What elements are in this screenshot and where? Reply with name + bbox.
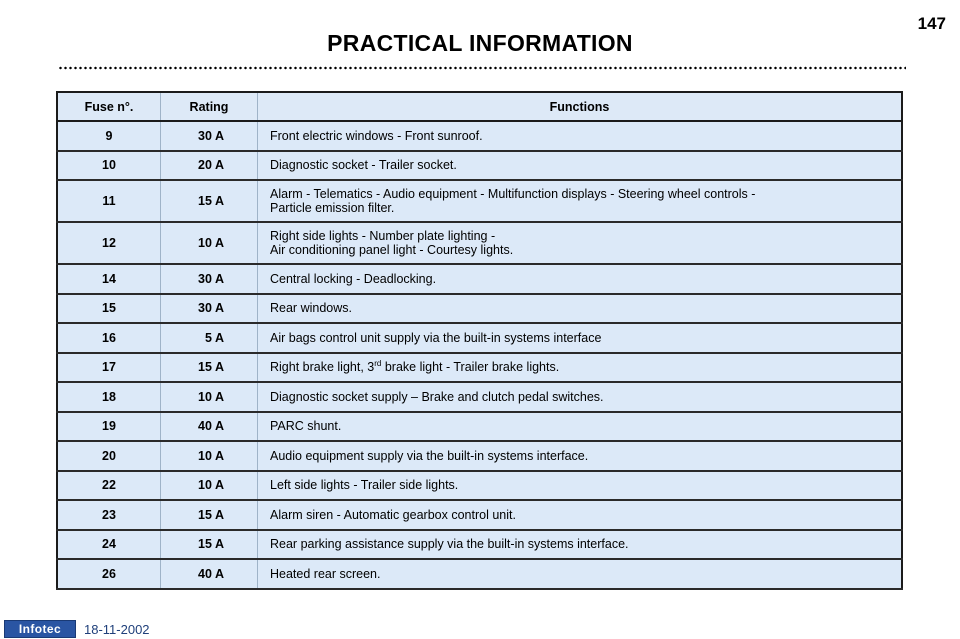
fuse-number: 22 [57,471,161,501]
table-row [57,559,902,589]
fuse-functions: Audio equipment supply via the built-in systems interface. [258,441,903,471]
fuse-functions: Right side lights - Number plate lighting - Air conditioning panel light - Courtesy lights. [258,222,903,264]
fuse-rating: 10 A [161,222,258,264]
fuse-number: 11 [57,180,161,222]
table-row [57,471,902,501]
fuse-number: 9 [57,121,161,151]
fuse-functions: Front electric windows - Front sunroof. [258,121,903,151]
fuse-rating: 15 A [161,530,258,560]
fuse-rating: 40 A [161,559,258,589]
footer [0,619,150,639]
table-row [57,264,902,294]
fuse-functions: Right brake light, 3rd brake light - Trailer brake lights. [258,353,903,383]
table-row [57,180,902,222]
fuse-functions: Left side lights - Trailer side lights. [258,471,903,501]
header-functions: Functions [258,92,903,121]
fuse-number: 10 [57,151,161,181]
fuse-rating: 20 A [161,151,258,181]
fuse-rating: 15 A [161,500,258,530]
fuse-number: 20 [57,441,161,471]
fuse-number: 23 [57,500,161,530]
table-row [57,500,902,530]
fuse-functions: Rear parking assistance supply via the built-in systems interface. [258,530,903,560]
fuse-number: 19 [57,412,161,442]
infotec-logo: Infotec [4,620,76,638]
fuse-number: 14 [57,264,161,294]
fuse-table [56,91,903,590]
dotted-divider [58,66,906,70]
fuse-number: 26 [57,559,161,589]
fuse-rating: 30 A [161,294,258,324]
fuse-rating: 10 A [161,471,258,501]
fuse-functions: Diagnostic socket supply – Brake and clutch pedal switches. [258,382,903,412]
page-number: 147 [917,14,946,33]
fuse-number: 16 [57,323,161,353]
fuse-rating: 10 A [161,382,258,412]
fuse-rating: 15 A [161,353,258,383]
page-title: PRACTICAL INFORMATION [327,30,633,56]
fuse-functions: Central locking - Deadlocking. [258,264,903,294]
fuse-rating: 5 A [161,323,258,353]
fuse-functions: PARC shunt. [258,412,903,442]
table-row [57,412,902,442]
fuse-functions: Air bags control unit supply via the built-in systems interface [258,323,903,353]
fuse-functions: Diagnostic socket - Trailer socket. [258,151,903,181]
table-row [57,530,902,560]
fuse-functions: Heated rear screen. [258,559,903,589]
table-row [57,382,902,412]
table-row [57,151,902,181]
header-rating: Rating [161,92,258,121]
superscript-rd: rd [374,359,382,369]
fuse-number: 24 [57,530,161,560]
table-row [57,121,902,151]
table-row [57,441,902,471]
fuse-functions: Alarm siren - Automatic gearbox control unit. [258,500,903,530]
footer-date: 18-11-2002 [84,621,150,637]
fuse-rating: 30 A [161,121,258,151]
fuse-number: 17 [57,353,161,383]
fuse-rating: 30 A [161,264,258,294]
table-row [57,353,902,383]
table-header-row [57,92,902,121]
table-row [57,222,902,264]
fuse-rating: 10 A [161,441,258,471]
fuse-number: 15 [57,294,161,324]
table-row [57,294,902,324]
fuse-rating: 40 A [161,412,258,442]
fuse-functions: Rear windows. [258,294,903,324]
table-row [57,323,902,353]
fuse-number: 12 [57,222,161,264]
header-fuse-no: Fuse n°. [57,92,161,121]
fuse-rating: 15 A [161,180,258,222]
fuse-functions: Alarm - Telematics - Audio equipment - Multifunction displays - Steering wheel controls - Particle emission filter. [258,180,903,222]
fuse-number: 18 [57,382,161,412]
